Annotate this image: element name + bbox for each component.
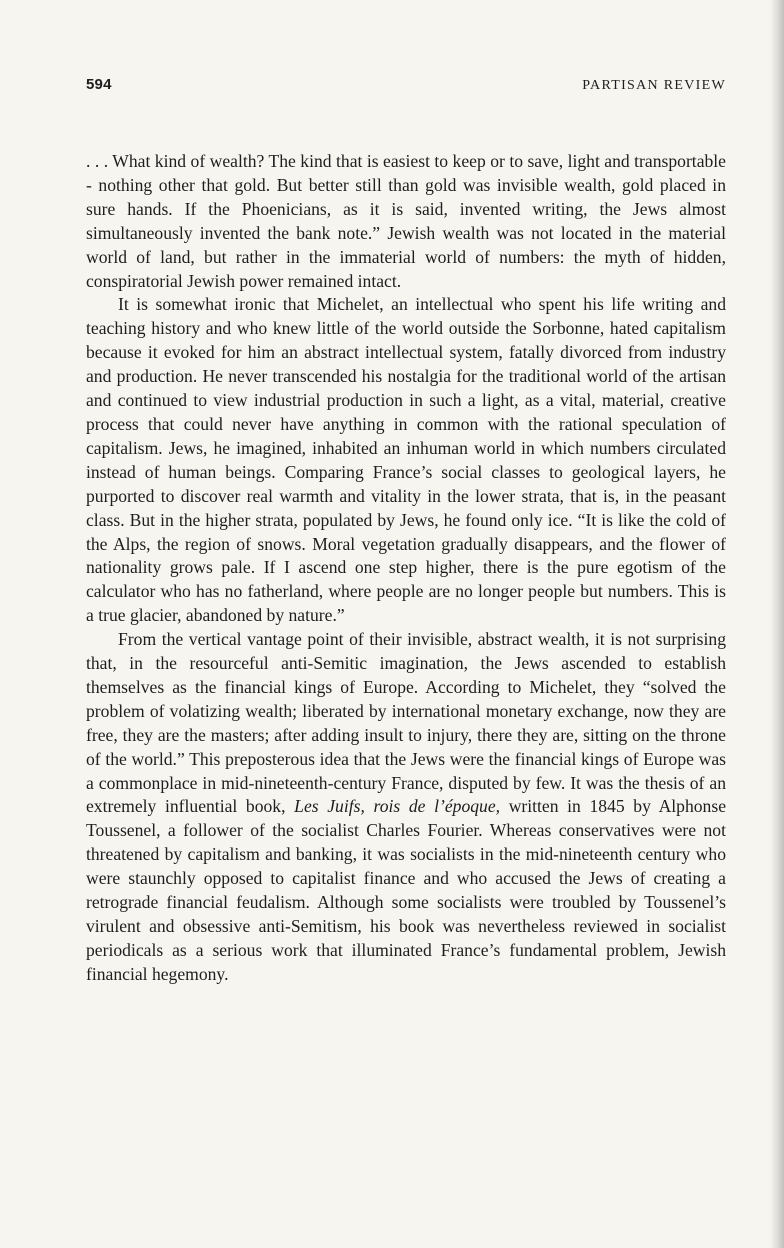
document-page	[86, 76, 726, 987]
paragraph-3-text-before: From the vertical vantage point of their invisible, abstract wealth, it is not surprising that, in the resourceful anti-Semitic imagination, the Jews ascended to establish themselves as the financial kings of Europe. According to Michelet, they “solved the problem of volatizing wealth; liberated by international monetary exchange, now they are free, they are the masters; after adding insult to injury, there they are, sitting on the throne of the world.” This preposterous idea that the Jews were the financial kings of Europe was a commonplace in mid-nineteenth-century France, disputed by few. It was the thesis of an extremely influential book,	[86, 629, 726, 817]
journal-title: PARTISAN REVIEW	[582, 78, 726, 93]
paragraph-3	[86, 628, 726, 987]
paragraph-2: It is somewhat ironic that Michelet, an intellectual who spent his life writing and teaching history and who knew little of the world outside the Sorbonne, hated capitalism because it evoked for him an abstract intellectual system, fatally divorced from industry and production. He never transcended his nostalgia for the traditional world of the artisan and continued to view industrial production in such a light, as a vital, material, creative process that could never have anything in common with the rational speculation of capitalism. Jews, he imagined, inhabited an inhuman world in which numbers circulated instead of human beings. Comparing France’s social classes to geological layers, he purported to discover real warmth and vitality in the lower strata, that is, in the peasant class. But in the higher strata, populated by Jews, he found only ice. “It is like the cold of the Alps, the region of snows. Moral vegetation gradually disappears, and the flower of nationality grows pale. If I ascend one step higher, there is the pure egotism of the calculator who has no fatherland, where people are no longer people but numbers. This is a true glacier, abandoned by nature.”	[86, 294, 726, 626]
paragraph-3-text-after: written in 1845 by Alphonse Toussenel, a follower of the socialist Charles Fourier. Whereas conservatives were not threatened by capitalism and banking, it was socialists in the mid-nineteenth century who were staunchly opposed to capitalist finance and who accused the Jews of creating a retrograde financial feudalism. Although some socialists were troubled by Toussenel’s virulent and obsessive anti-Semitism, his book was nevertheless reviewed in socialist periodicals as a serious work that illuminated France’s fundamental problem, Jewish financial hegemony.	[86, 796, 727, 984]
paragraph-1: . . . What kind of wealth? The kind that is easiest to keep or to save, light and transportable - nothing other that gold. But better still than gold was invisible wealth, gold placed in sure hands. If the Phoenicians, as it is said, invented writing, the Jews almost simultaneously invented the bank note.” Jewish wealth was not located in the material world of land, but rather in the immaterial world of numbers: the myth of hidden, conspiratorial Jewish power remained intact.	[86, 151, 726, 291]
book-title: Les Juifs, rois de l’époque,	[294, 796, 501, 817]
body-text	[86, 150, 726, 987]
page-number: 594	[86, 76, 112, 93]
running-header	[86, 76, 726, 106]
page-spine-shadow	[770, 0, 784, 1248]
